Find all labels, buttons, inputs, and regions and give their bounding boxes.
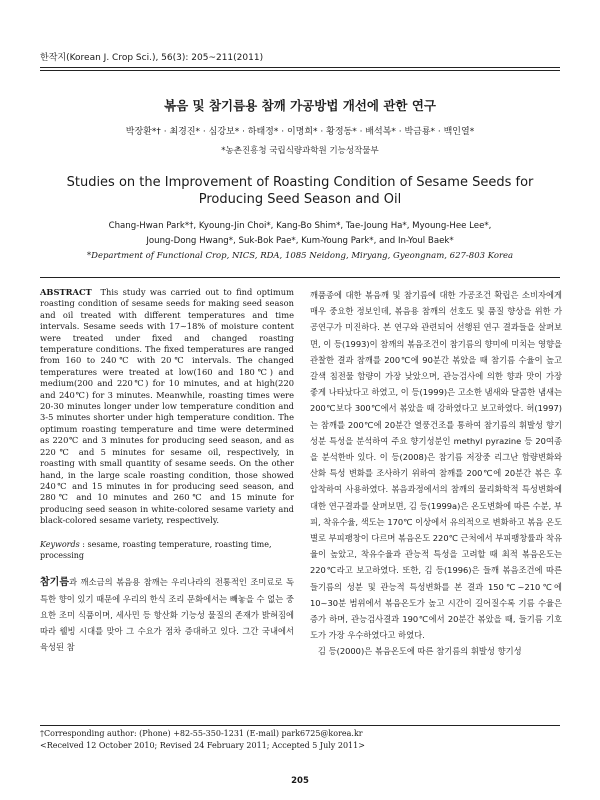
- intro-paragraph: [40, 574, 294, 656]
- abstract: [40, 287, 294, 527]
- english-affiliation: *Department of Functional Crop, NICS, RDA, 1085 Neidong, Miryang, Gyeongnam, 627-803 Korea: [86, 251, 514, 261]
- left-column: [40, 287, 294, 656]
- page-number: 205: [291, 776, 309, 786]
- footnote-rule: [40, 725, 560, 726]
- english-title: [40, 174, 560, 208]
- header-rule-top: [40, 67, 560, 68]
- footnotes: [40, 728, 560, 751]
- intro-text: 과 깨소금의 볶음용 참깨는 우리나라의 전통적인 조미료로 독특한 향이 있기 때문에 우리의 한식 조리 문화에서는 빼놓을 수 없는 중요한 조미 식품이며, 세사민 등 항산화 기능성 물질의 존재가 밝혀짐에 따라 웰빙 시대를 맞아 그 수요가 점차 증대하고 있다. 그간 국내에서 육성된 참: [40, 576, 294, 653]
- korean-affiliation: *농촌진흥청 국립식량과학원 기능성작물부: [221, 146, 379, 156]
- abstract-text: This study was carried out to find optimum roasting condition of sesame seeds for making seed season and oil treated with different temperatures and time intervals. Sesame seeds with 17~18% of moisture content were treated under fixed and changed roasting temperature conditions. The fixed temperatures are ranged from 160 to 240℃ with 20℃ intervals. The changed temperatures were treated at low(160 and 180℃) and medium(200 and 220℃) for 10 minutes, and at high(220 and 240℃) for 3 minutes. Meanwhile, roasting times were 20-30 minutes longer under low temperature condition and 3-5 minutes shorter under high temperature condition. The optimum roasting temperature and time were determined as 220℃ and 3 minutes for producing seed season, and as 220℃ and 5 minutes for sesame oil, respectively, in roasting with small quantity of sesame seeds. On the other hand, in the large scale roasting condition, those showed 240℃ and 15 minutes in for producing seed season, and 280℃ and 10 minutes and 260℃ and 15 minute for producing seed season in white-colored sesame variety and black-colored sesame variety, respectively.: [40, 287, 294, 526]
- body-paragraph-2-text: 김 등(2000)은 볶음온도에 따른 참기름의 휘발성 향기성: [317, 646, 522, 657]
- journal-citation: 한작지(Korean J. Crop Sci.), 56(3): 205~211(2011): [40, 53, 264, 63]
- english-authors-line2: Joung-Dong Hwang*, Suk-Bok Pae*, Kum-Young Park*, and In-Youl Baek*: [146, 236, 454, 246]
- keywords-label: Keywords: [40, 539, 80, 549]
- abstract-label: ABSTRACT: [40, 287, 92, 297]
- keywords: [40, 539, 294, 561]
- korean-authors: 박장환*† · 최경진* · 심강보* · 하태정* · 이명희* · 황정동* · 배석복* · 박금룡* · 백인열*: [125, 127, 475, 137]
- keywords-text: : sesame, roasting temperature, roasting time, processing: [40, 539, 272, 560]
- body-paragraph-1: 깨품종에 대한 볶음깨 및 참기름에 대한 가공조건 확립은 소비자에게 매우 중요한 정보인데, 볶음용 참깨의 선호도 및 품질 향상을 위한 가공연구가 미진하다. 본 연구와 관련되어 선행된 연구 결과들을 살펴보면, 이 등(1993)이 참깨의 볶음조건이 참기름의 향미에 미치는 영향을 관찰한 결과 참깨를 200℃에 90분간 볶았을 때 참기름 수율이 높고 갈색 침전물 함량이 가장 낮았으며, 관능검사에 의한 향과 맛이 가장 좋게 나타났다고 하였고, 이 등(1999)은 고소한 냄새와 달콤한 냄새는 200℃보다 300℃에서 볶았을 때 강하였다고 보고하였다. 허(1997)는 참깨를 200℃에 20분간 열풍건조를 통하여 참기름의 휘발성 향기성분 특성을 분석하여 주요 향기성분인 methyl pyrazine 등 20여종을 분석한바 있다. 이 등(2008)은 참기름 저장중 리그난 함량변화와 산화 특성 변화를 조사하기 위하여 참깨를 200℃에 20분간 볶은 후 압착하여 사용하였다. 볶음과정에서의 참깨의 물리화학적 특성변화에 대한 연구결과를 살펴보면, 김 등(1999a)은 온도변화에 따른 수분, 부피, 착유수율, 색도는 170℃ 이상에서 유의적으로 변화하고 볶음 온도별로 부피팽창이 다르며 볶음온도 220℃ 근처에서 부피팽창률과 착유율이 높았고, 착유수율과 관능적 특성을 고려할 때 최적 볶음온도는 220℃라고 보고하였다. 또한, 김 등(1996)은 들깨 볶음조건에 따른 들기름의 성분 및 관능적 특성변화를 본 결과 150℃~210℃에 10~30분 범위에서 볶음온도가 높고 시간이 길어질수록 기름 수율은 증가 하며, 관능검사결과 190℃에서 20분간 볶았을 때, 들기름 기호도가 가장 우수하였다고 하였다.: [310, 290, 563, 641]
- english-authors-line1: Chang-Hwan Park*†, Kyoung-Jin Choi*, Kang-Bo Shim*, Tae-Joung Ha*, Myoung-Hee Lee*,: [108, 221, 492, 231]
- english-title-line2: Producing Seed Season and Oil: [198, 192, 402, 207]
- right-column: [310, 287, 562, 660]
- english-authors: [50, 219, 550, 249]
- received-dates: <Received 12 October 2010; Revised 24 February 2011; Accepted 5 July 2011>: [40, 740, 365, 750]
- corresponding-author: †Corresponding author: (Phone) +82-55-350-1231 (E-mail) park6725@korea.kr: [40, 729, 363, 738]
- abstract-rule: [40, 277, 560, 278]
- header-rule-bottom: [40, 70, 560, 71]
- body-paragraph-2: [310, 643, 562, 659]
- korean-title: 볶음 및 참기름용 참깨 가공방법 개선에 관한 연구: [164, 98, 436, 113]
- intro-lead-word: 참기름: [40, 576, 69, 588]
- english-title-line1: Studies on the Improvement of Roasting Condition of Sesame Seeds for: [66, 175, 534, 190]
